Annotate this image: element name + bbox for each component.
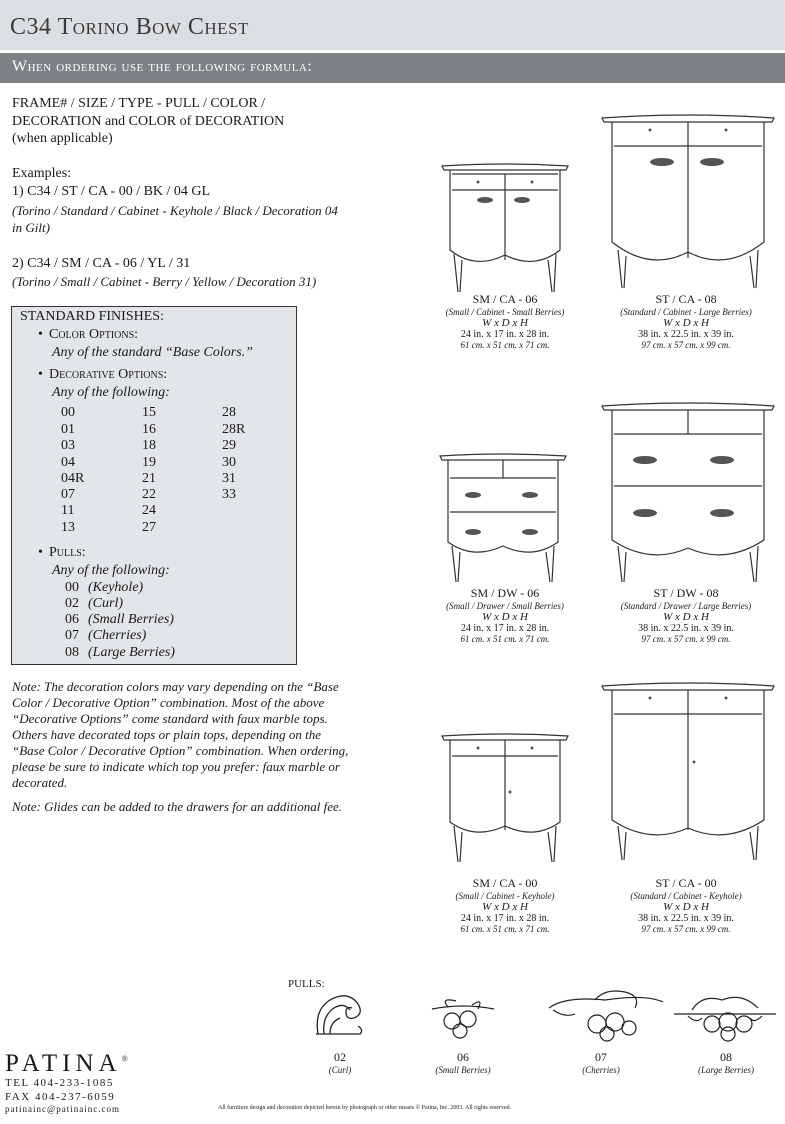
- deco-code: 33: [222, 487, 236, 502]
- product-dims-label: W x D x H: [663, 901, 709, 913]
- pull-code: 08: [720, 1050, 732, 1064]
- decorative-options-text: Any of the following:: [52, 385, 170, 400]
- finishes-heading: STANDARD FINISHES:: [20, 309, 164, 324]
- deco-code: 18: [142, 438, 156, 453]
- example-2-desc: (Torino / Small / Cabinet - Berry / Yellow / Decoration 31): [12, 274, 317, 289]
- product-desc: (Small / Cabinet - Keyhole): [455, 891, 555, 901]
- pull-name: (Large Berries): [88, 645, 175, 660]
- product-code: SM / DW - 06: [470, 586, 540, 600]
- note-line: “Base Color / Decorative Option” combination. When ordering,: [12, 743, 349, 758]
- product-cm: 97 cm. x 57 cm. x 99 cm.: [641, 634, 731, 644]
- formula-line-2: DECORATION and COLOR of DECORATION: [12, 114, 285, 129]
- email-link[interactable]: patinainc@patinainc.com: [5, 1104, 121, 1114]
- product-caption: [425, 586, 585, 644]
- pull-name: (Large Berries): [698, 1065, 754, 1075]
- formula-line-1: FRAME# / SIZE / TYPE - PULL / COLOR /: [12, 96, 266, 111]
- product-code: SM / CA - 00: [472, 876, 538, 890]
- logo-text: PATINA: [5, 1050, 122, 1077]
- small-drawer-chest-drawing: [438, 450, 568, 585]
- product-caption: [598, 292, 774, 350]
- deco-code: 28R: [222, 422, 246, 437]
- product-desc: (Small / Cabinet - Small Berries): [445, 307, 565, 317]
- product-inches: 38 in. x 22.5 in. x 39 in.: [638, 329, 734, 340]
- note-line: Note: The decoration colors may vary depending on the “Base: [12, 679, 339, 694]
- note-line: decorated.: [12, 775, 68, 790]
- product-dims-label: W x D x H: [663, 317, 709, 329]
- pull-name: (Small Berries): [435, 1065, 491, 1075]
- color-options-text: Any of the standard “Base Colors.”: [52, 345, 253, 360]
- deco-code: 27: [142, 520, 156, 535]
- patina-logo: [5, 1050, 133, 1078]
- pull-caption: [676, 1050, 776, 1075]
- deco-code: 07: [61, 487, 75, 502]
- deco-code: 00: [61, 405, 75, 420]
- example-2-code: 2) C34 / SM / CA - 06 / YL / 31: [12, 256, 191, 271]
- standard-cabinet-keyhole-drawing: [600, 680, 776, 865]
- pull-name: (Cherries): [88, 628, 147, 643]
- product-dims-label: W x D x H: [482, 611, 528, 623]
- pull-code: 02: [334, 1050, 346, 1064]
- product-code: SM / CA - 06: [472, 292, 538, 306]
- registered-mark: ®: [121, 1054, 133, 1064]
- note-line: please be sure to indicate which top you prefer: faux marble or: [12, 759, 340, 774]
- product-dims-label: W x D x H: [482, 901, 528, 913]
- pull-name: (Small Berries): [88, 612, 174, 627]
- product-cm: 61 cm. x 51 cm. x 71 cm.: [460, 924, 550, 934]
- glides-note: Note: Glides can be added to the drawers for an additional fee.: [12, 799, 343, 814]
- product-inches: 38 in. x 22.5 in. x 39 in.: [638, 913, 734, 924]
- note-line: Color / Decorative Option” combination. Most of the above: [12, 695, 325, 710]
- deco-code: 31: [222, 471, 236, 486]
- product-caption: [425, 876, 585, 934]
- examples-label: Examples:: [12, 166, 72, 181]
- fax: FAX 404-237-6059: [5, 1091, 116, 1103]
- pull-caption: [413, 1050, 513, 1075]
- example-1-desc: (Torino / Standard / Cabinet - Keyhole / Black / Decoration 04: [12, 203, 338, 218]
- product-desc: (Standard / Drawer / Large Berries): [620, 601, 752, 611]
- pull-name: (Curl): [88, 596, 123, 611]
- page-title: C34 Torino Bow Chest: [10, 14, 249, 40]
- pull-code: 06: [457, 1050, 469, 1064]
- example-1-desc-cont: in Gilt): [12, 220, 50, 235]
- product-cm: 97 cm. x 57 cm. x 99 cm.: [641, 340, 731, 350]
- formula-heading: When ordering use the following formula:: [12, 58, 313, 75]
- small-cabinet-keyhole-drawing: [440, 730, 570, 865]
- pull-name: (Keyhole): [88, 580, 144, 595]
- deco-code: 22: [142, 487, 156, 502]
- product-cm: 61 cm. x 51 cm. x 71 cm.: [460, 634, 550, 644]
- pull-code: 02: [65, 596, 79, 611]
- pulls-label: Pulls:: [49, 545, 86, 560]
- pull-code: 07: [65, 628, 79, 643]
- note-line: Others have decorated tops or plain tops, depending on the: [12, 727, 322, 742]
- telephone: TEL 404-233-1085: [5, 1077, 114, 1089]
- cherries-pull-icon: [545, 988, 665, 1043]
- deco-code: 13: [61, 520, 75, 535]
- product-desc: (Standard / Cabinet - Keyhole): [630, 891, 742, 901]
- bullet-icon: •: [38, 545, 43, 560]
- product-caption: [598, 876, 774, 934]
- formula-line-3: (when applicable): [12, 131, 113, 146]
- pull-code: 08: [65, 645, 79, 660]
- product-inches: 38 in. x 22.5 in. x 39 in.: [638, 623, 734, 634]
- bullet-icon: •: [38, 367, 43, 382]
- pull-code: 06: [65, 612, 79, 627]
- deco-code: 01: [61, 422, 75, 437]
- deco-code: 28: [222, 405, 236, 420]
- deco-code: 03: [61, 438, 75, 453]
- small-berries-pull-icon: [428, 995, 498, 1040]
- deco-code: 04R: [61, 471, 85, 486]
- product-caption: [598, 586, 774, 644]
- note-line: “Decorative Options” come standard with faux marble tops.: [12, 711, 328, 726]
- pull-caption: [551, 1050, 651, 1075]
- deco-code: 19: [142, 455, 156, 470]
- standard-drawer-chest-drawing: [600, 400, 776, 585]
- product-caption: [425, 292, 585, 350]
- product-code: ST / CA - 08: [655, 292, 717, 306]
- standard-cabinet-berries-drawing: [600, 112, 776, 292]
- pulls-text: Any of the following:: [52, 563, 170, 578]
- decorative-options-label: Decorative Options:: [49, 367, 168, 382]
- product-desc: (Standard / Cabinet - Large Berries): [620, 307, 752, 317]
- deco-code: 21: [142, 471, 156, 486]
- deco-code: 29: [222, 438, 236, 453]
- deco-code: 30: [222, 455, 236, 470]
- deco-code: 15: [142, 405, 156, 420]
- example-1-code: 1) C34 / ST / CA - 00 / BK / 04 GL: [12, 184, 211, 199]
- pull-name: (Curl): [328, 1065, 352, 1075]
- product-desc: (Small / Drawer / Small Berries): [446, 601, 564, 611]
- copyright-notice: All furniture design and decoration depicted herein by photograph or other means © Patina, Inc. 2003. All rights reserved.: [218, 1105, 512, 1111]
- product-cm: 97 cm. x 57 cm. x 99 cm.: [641, 924, 731, 934]
- pulls-section-label: PULLS:: [288, 978, 325, 990]
- large-berries-pull-icon: [672, 990, 780, 1042]
- curl-pull-icon: [310, 990, 370, 1040]
- small-cabinet-berries-drawing: [440, 160, 570, 295]
- bullet-icon: •: [38, 327, 43, 342]
- product-cm: 61 cm. x 51 cm. x 71 cm.: [460, 340, 550, 350]
- pull-code: 07: [595, 1050, 607, 1064]
- product-inches: 24 in. x 17 in. x 28 in.: [460, 329, 550, 340]
- color-options-label: Color Options:: [49, 327, 139, 342]
- product-dims-label: W x D x H: [663, 611, 709, 623]
- product-inches: 24 in. x 17 in. x 28 in.: [460, 623, 550, 634]
- deco-code: 24: [142, 503, 156, 518]
- product-dims-label: W x D x H: [482, 317, 528, 329]
- pull-name: (Cherries): [582, 1065, 620, 1075]
- product-code: ST / CA - 00: [655, 876, 717, 890]
- deco-code: 11: [61, 503, 75, 518]
- deco-code: 04: [61, 455, 75, 470]
- product-code: ST / DW - 08: [653, 586, 719, 600]
- pull-code: 00: [65, 580, 79, 595]
- deco-code: 16: [142, 422, 156, 437]
- product-inches: 24 in. x 17 in. x 28 in.: [460, 913, 550, 924]
- pull-caption: [290, 1050, 390, 1075]
